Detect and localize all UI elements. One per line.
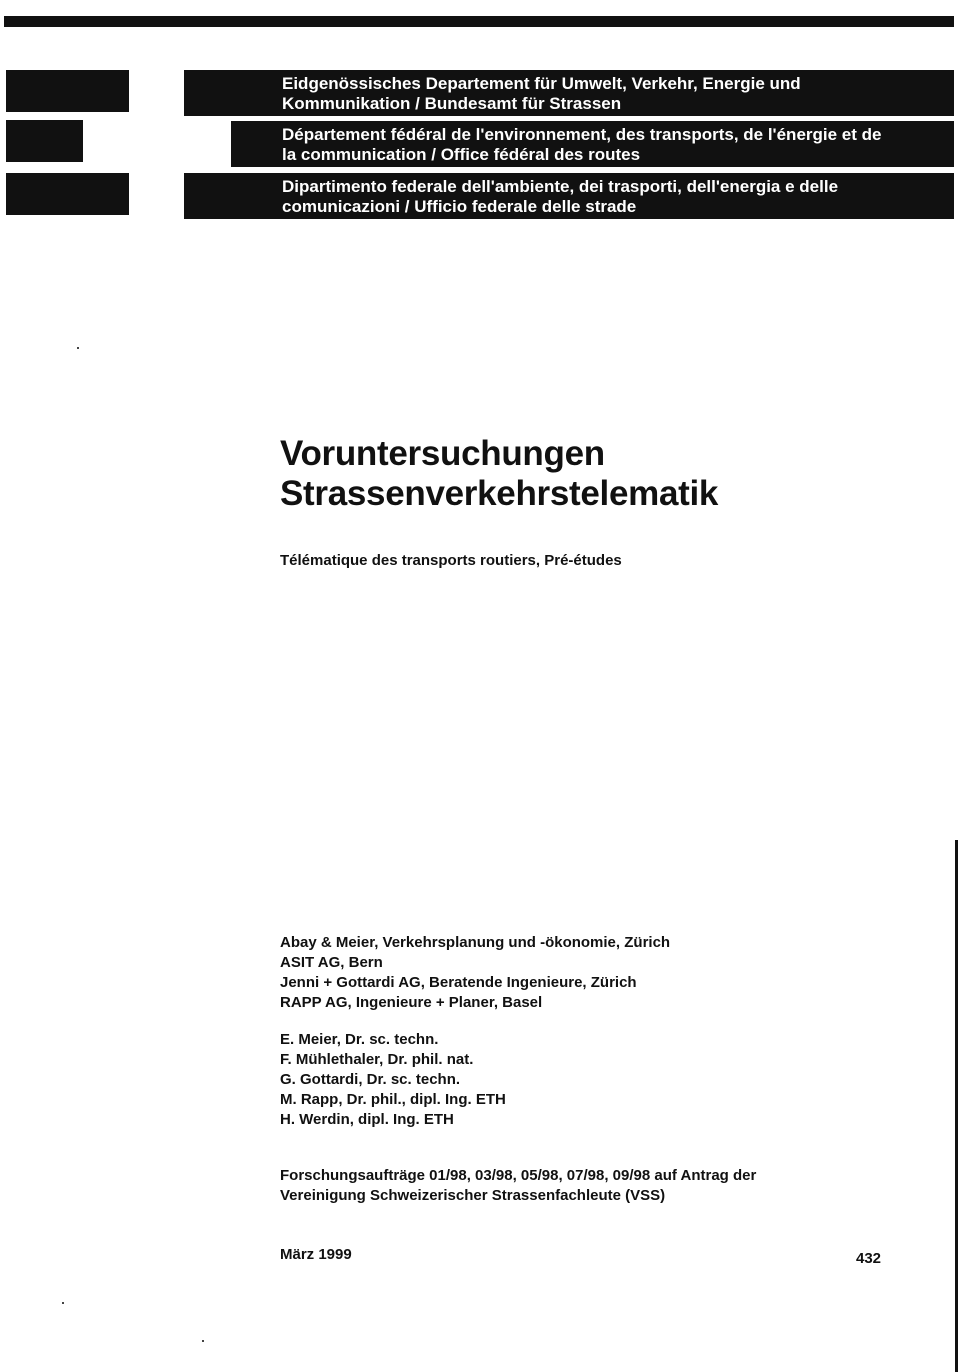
department-german-line1: Eidgenössisches Departement für Umwelt, Verkehr, Energie und xyxy=(282,74,801,93)
department-german-bar xyxy=(184,70,954,116)
department-french-line1: Département fédéral de l'environnement, des transports, de l'énergie et de xyxy=(282,125,882,144)
author-item: F. Mühlethaler, Dr. phil. nat. xyxy=(280,1051,474,1068)
report-number: 432 xyxy=(856,1250,882,1267)
company-item: ASIT AG, Bern xyxy=(280,954,383,971)
author-item: G. Gottardi, Dr. sc. techn. xyxy=(280,1071,461,1088)
author-item: E. Meier, Dr. sc. techn. xyxy=(280,1031,439,1048)
scan-speck xyxy=(62,1302,64,1304)
company-list xyxy=(280,933,670,1013)
report-subtitle: Télématique des transports routiers, Pré-études xyxy=(280,552,622,569)
research-note-line2: Vereinigung Schweizerischer Strassenfachleute (VSS) xyxy=(280,1187,666,1204)
report-title-line2: Strassenverkehrstelematik xyxy=(280,474,719,513)
scan-speck xyxy=(202,1340,204,1342)
report-title-line1: Voruntersuchungen xyxy=(280,434,605,473)
department-italian-bar xyxy=(184,173,954,219)
left-block-1 xyxy=(6,70,129,112)
report-title xyxy=(280,434,718,514)
department-french-bar xyxy=(231,121,954,167)
left-block-2 xyxy=(6,120,83,162)
department-italian-line1: Dipartimento federale dell'ambiente, dei trasporti, dell'energia e delle xyxy=(282,177,839,196)
author-item: H. Werdin, dipl. Ing. ETH xyxy=(280,1111,454,1128)
author-list xyxy=(280,1030,506,1130)
company-item: Jenni + Gottardi AG, Beratende Ingenieure, Zürich xyxy=(280,974,637,991)
company-item: Abay & Meier, Verkehrsplanung und -ökonomie, Zürich xyxy=(280,934,671,951)
scan-speck xyxy=(77,347,79,349)
author-item: M. Rapp, Dr. phil., dipl. Ing. ETH xyxy=(280,1091,506,1108)
research-note xyxy=(280,1166,756,1206)
department-italian-line2: comunicazioni / Ufficio federale delle strade xyxy=(282,197,637,216)
research-note-line1: Forschungsaufträge 01/98, 03/98, 05/98, 07/98, 09/98 auf Antrag der xyxy=(280,1167,757,1184)
company-item: RAPP AG, Ingenieure + Planer, Basel xyxy=(280,994,543,1011)
department-french-line2: la communication / Office fédéral des routes xyxy=(282,145,641,164)
scan-edge-line xyxy=(955,840,958,1372)
left-block-3 xyxy=(6,173,129,215)
department-german-line2: Kommunikation / Bundesamt für Strassen xyxy=(282,94,622,113)
top-rule xyxy=(4,16,954,27)
publication-date: März 1999 xyxy=(280,1246,352,1263)
